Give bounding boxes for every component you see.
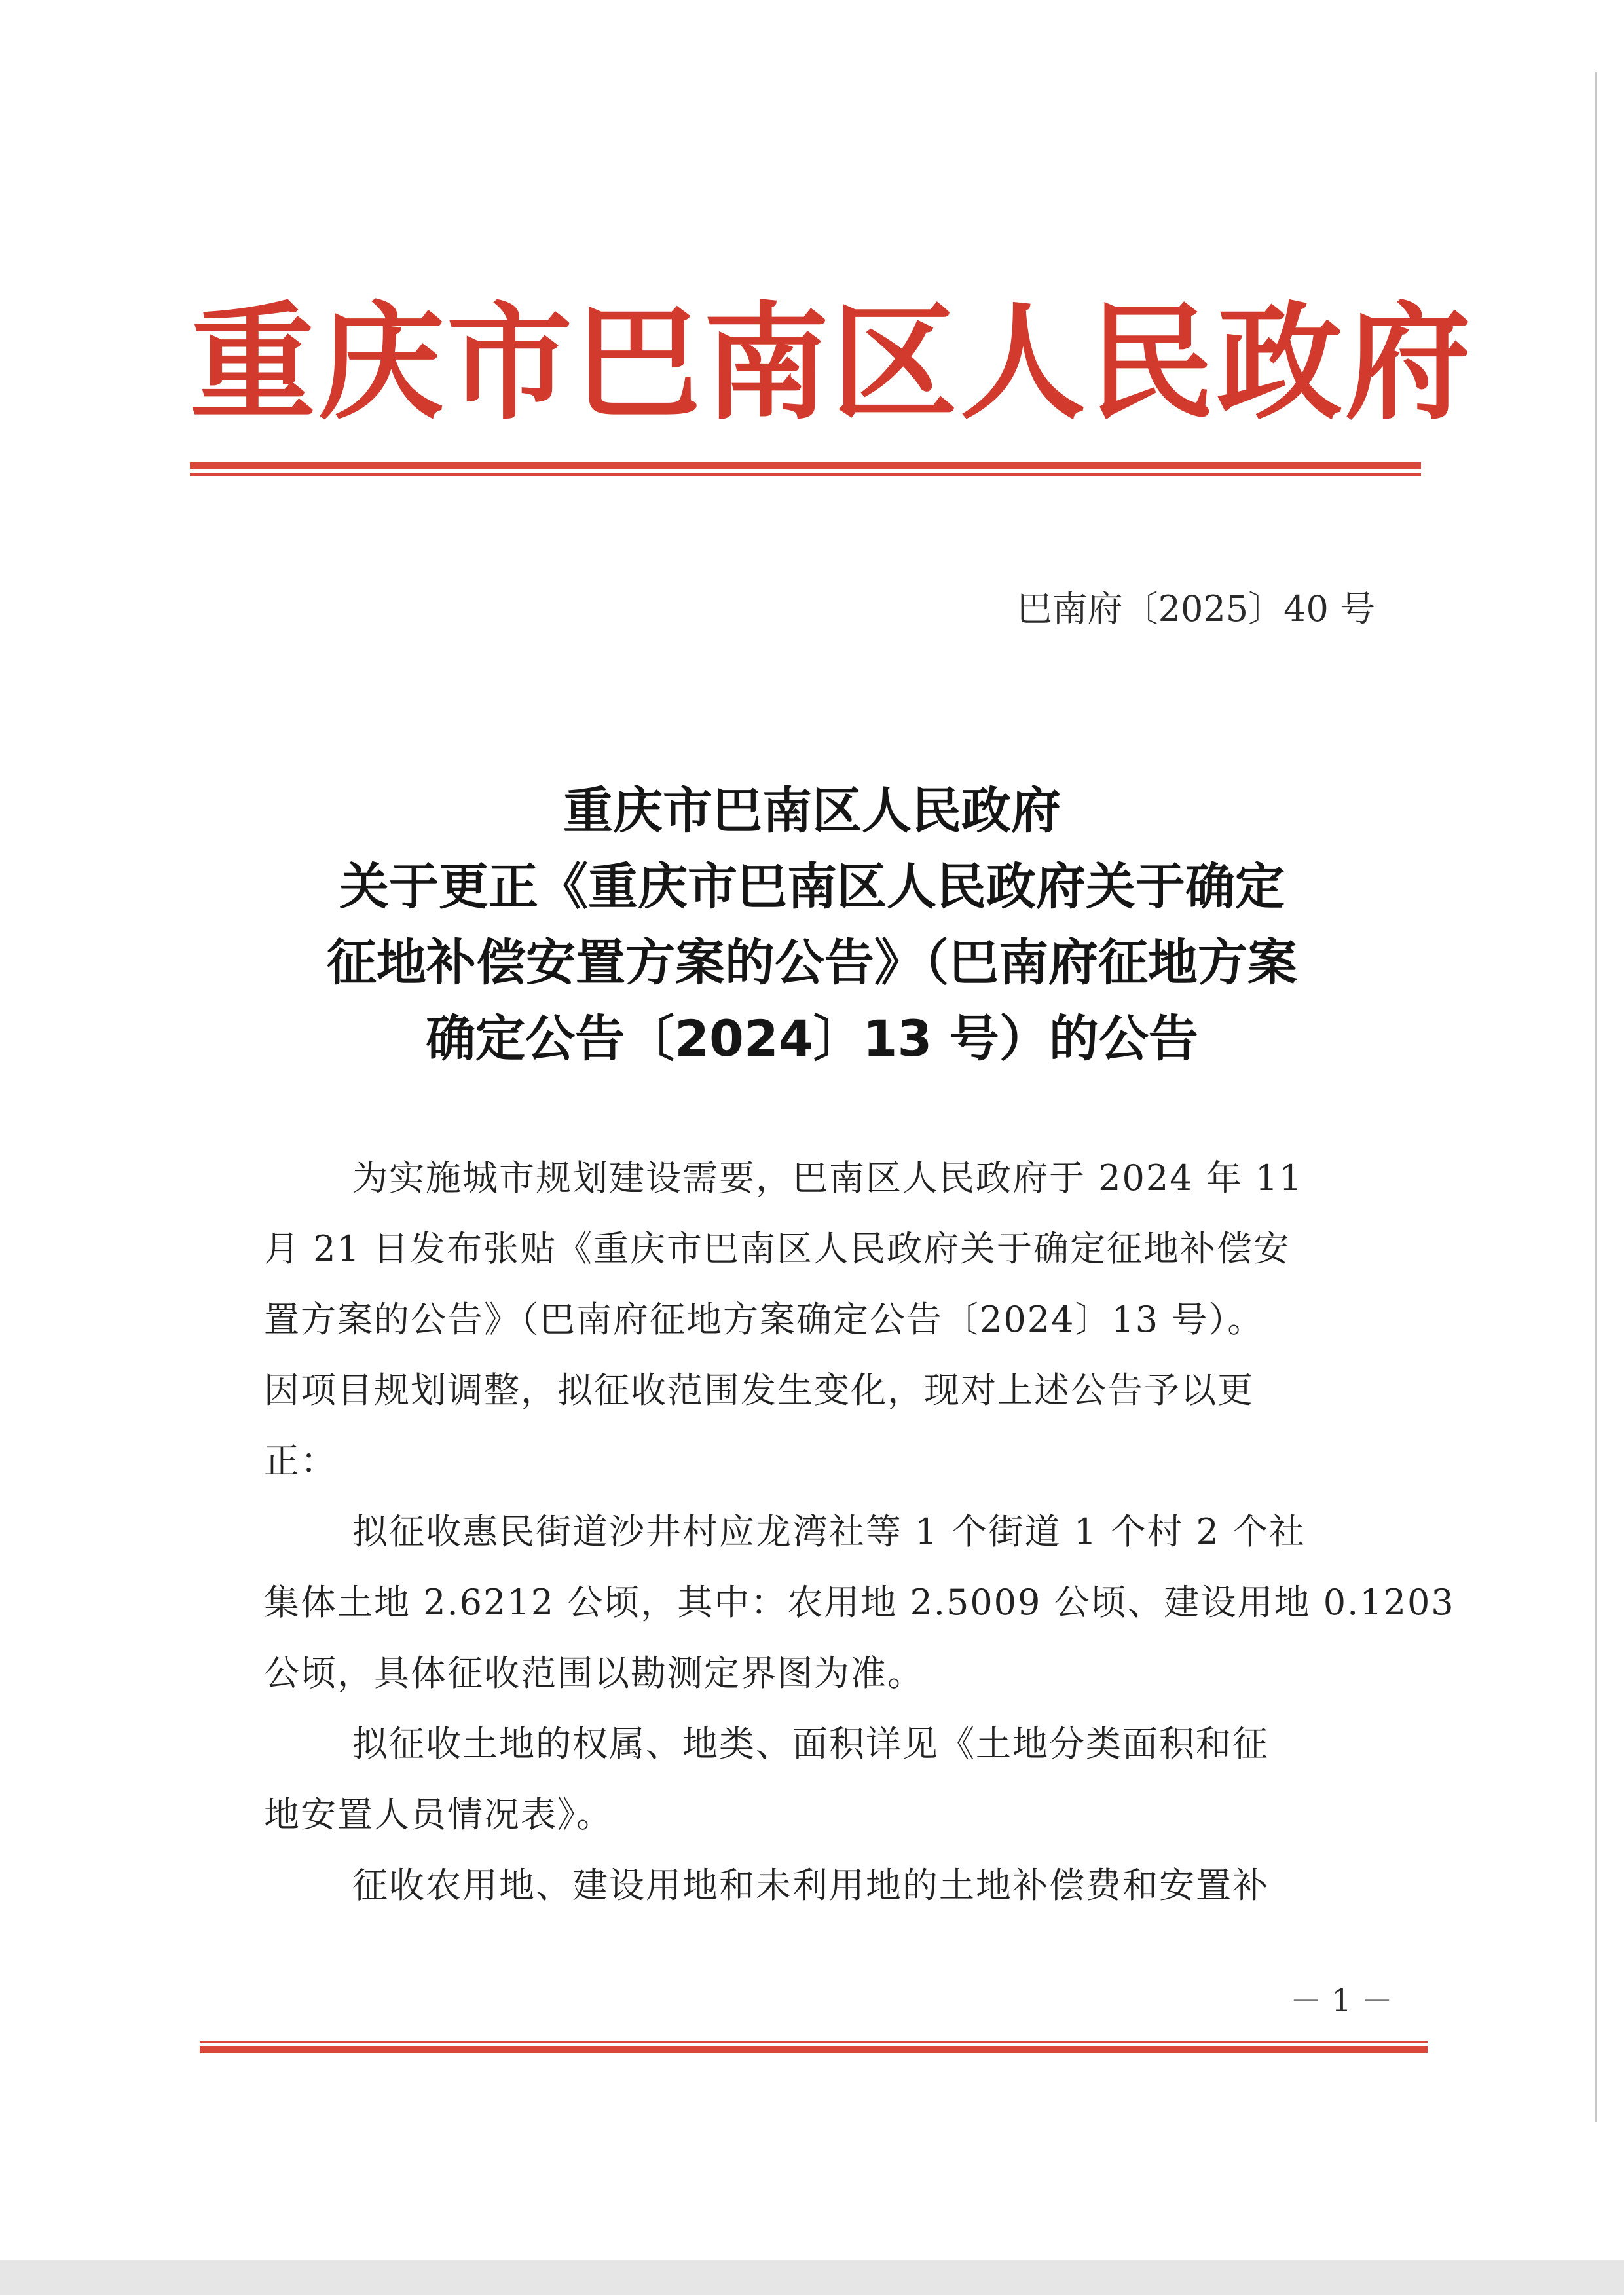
body-line: 地安置人员情况表》。 [264, 1794, 613, 1835]
title-line: 确定公告〔2024〕13 号）的公告 [426, 1009, 1198, 1068]
body-line: 集体土地 2.6212 公顷，其中：农用地 2.5009 公顷、建设用地 0.1203 [264, 1582, 1455, 1623]
page-edge [1595, 72, 1597, 2122]
footer-red-rule-thick [200, 2046, 1428, 2053]
scan-bottom-band [0, 2260, 1624, 2295]
document-title [216, 773, 1408, 1077]
document-body [264, 1143, 1455, 1921]
page-number: － 1 － [1290, 1983, 1393, 2019]
body-line: 征收农用地、建设用地和未利用地的土地补偿费和安置补 [352, 1865, 1269, 1906]
body-line: 月 21 日发布张贴《重庆市巴南区人民政府关于确定征地补偿安 [264, 1228, 1291, 1269]
body-line: 置方案的公告》（巴南府征地方案确定公告〔2024〕13 号）。 [264, 1299, 1264, 1340]
title-line: 重庆市巴南区人民政府 [563, 781, 1061, 840]
footer-red-rule-thin [200, 2041, 1428, 2043]
body-line: 拟征收惠民街道沙井村应龙湾社等 1 个街道 1 个村 2 个社 [352, 1511, 1306, 1552]
title-line: 关于更正《重庆市巴南区人民政府关于确定 [339, 857, 1285, 916]
title-line: 征地补偿安置方案的公告》（巴南府征地方案 [327, 933, 1297, 992]
body-line: 因项目规划调整，拟征收范围发生变化，现对上述公告予以更 [264, 1370, 1254, 1411]
body-line: 正： [264, 1440, 337, 1482]
issuer-header-title: 重庆市巴南区人民政府 [190, 289, 1473, 437]
body-line: 公顷，具体征收范围以勘测定界图为准。 [264, 1652, 924, 1694]
document-number: 巴南府〔2025〕40 号 [1016, 588, 1375, 629]
header-red-rule-thick [190, 462, 1421, 469]
body-line: 拟征收土地的权属、地类、面积详见《土地分类面积和征 [352, 1723, 1269, 1764]
body-line: 为实施城市规划建设需要，巴南区人民政府于 2024 年 11 [352, 1157, 1303, 1199]
header-red-rule-thin [190, 473, 1421, 476]
